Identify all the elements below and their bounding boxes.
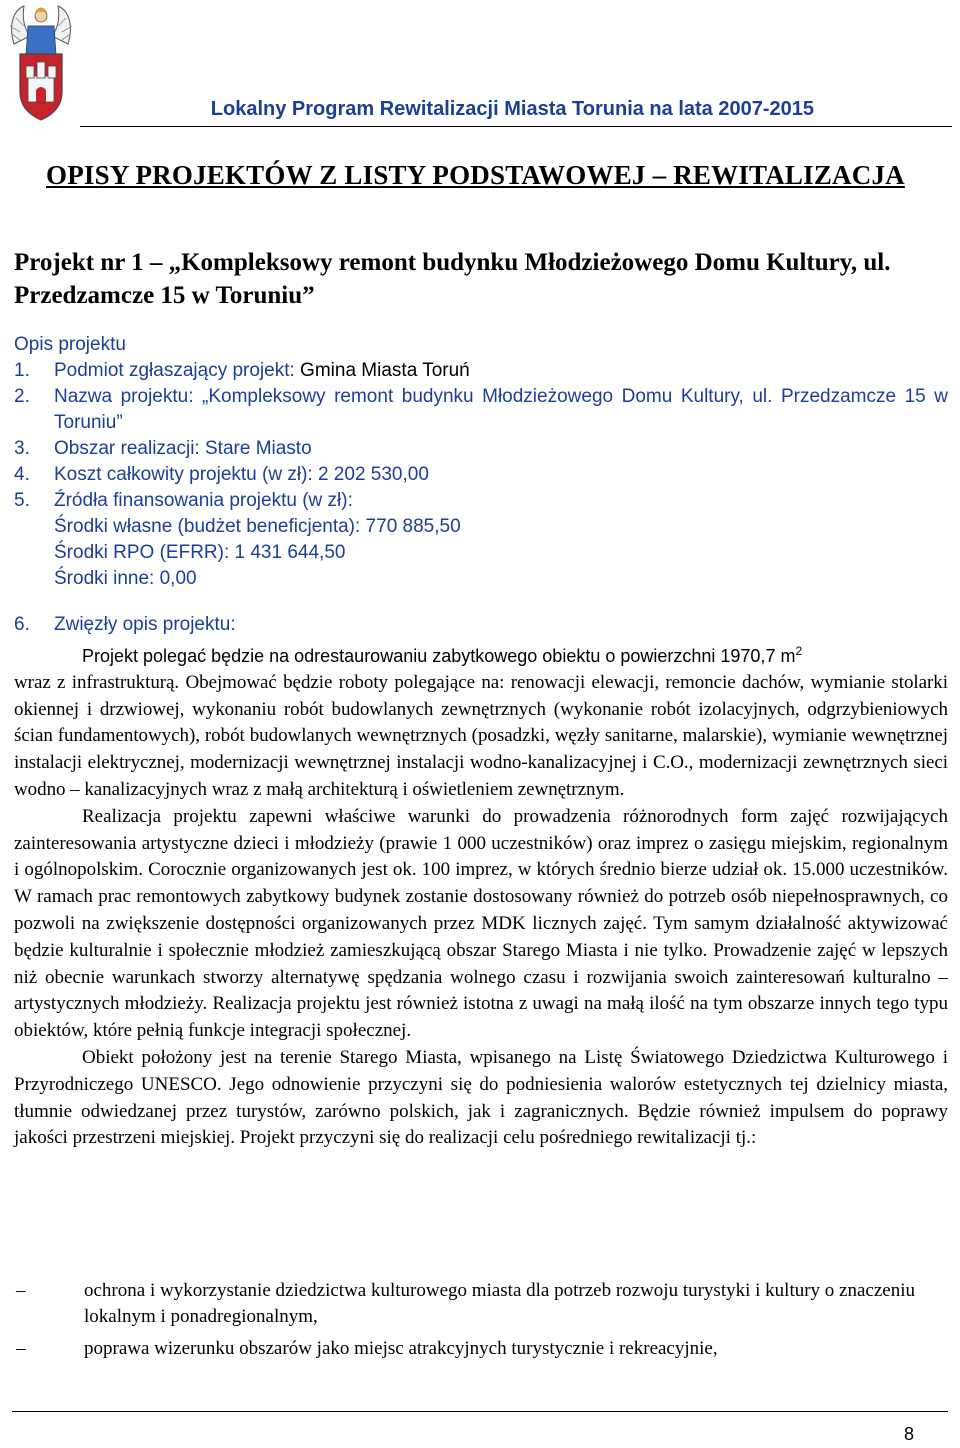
- description-line: Projekt polegać będzie na odrestaurowaniu zabytkowego obiektu o powierzchni 1970,7 m: [82, 646, 796, 666]
- list-item: [14, 1336, 948, 1362]
- bullet-text: poprawa wizerunku obszarów jako miejsc atrakcyjnych turystycznie i rekreacyjnie,: [84, 1338, 718, 1359]
- item-label: Obszar realizacji:: [54, 438, 200, 459]
- bullet-text: ochrona i wykorzystanie dziedzictwa kulturowego miasta dla potrzeb rozwoju turystyki i kultury o znaczeniu lokalnym i ponadregionalnym,: [84, 1280, 915, 1327]
- item-value: „Kompleksowy remont budynku Młodzieżowego Domu Kultury, ul. Przedzamcze 15 w Toruniu”: [54, 386, 948, 433]
- item-number: 5.: [14, 490, 30, 511]
- list-item: [14, 358, 948, 384]
- page-title: OPISY PROJEKTÓW Z LISTY PODSTAWOWEJ – REWITALIZACJA: [46, 160, 905, 190]
- list-item: [14, 488, 948, 514]
- superscript: 2: [795, 644, 803, 658]
- list-item: [14, 462, 948, 488]
- project-title: Projekt nr 1 – „Kompleksowy remont budynku Młodzieżowego Domu Kultury, ul. Przedzamcze 15 w Toruniu”: [14, 249, 891, 309]
- item-number: 3.: [14, 438, 30, 459]
- item-number: 4.: [14, 464, 30, 485]
- document-running-title: Lokalny Program Rewitalizacji Miasta Torunia na lata 2007-2015: [210, 98, 814, 120]
- item-number: 2.: [14, 386, 30, 407]
- page-number: 8: [903, 1424, 914, 1444]
- item-text: [54, 384, 948, 436]
- item-value: (w zł):: [296, 490, 353, 511]
- item-label: Zwięzły opis projektu:: [54, 614, 236, 635]
- description-text: wraz z infrastrukturą. Obejmować będzie roboty polegające na: renowacji elewacji, remoncie dachów, wymianie stolarki okiennej i drzwiowej, wykonaniu robót budowlanych zewnętrznych (wykonanie robót izolacyjnych, odgrzybieniowych ścian fundamentowych), robót budowlanych wewnętrznych (posadzki, węzły sanitarne, malarskie), wymianie wewnętrznej instalacji elektrycznej, modernizacji wewnętrznej instalacji wodno-kanalizacyjnej i C.O., modernizacji zewnętrznych sieci wodno – kanalizacyjnych wraz z małą architekturą i oświetleniem zewnętrznym.: [14, 671, 948, 800]
- item-value-colon: :: [307, 464, 313, 485]
- description-paragraph-3: Obiekt położony jest na terenie Starego Miasta, wpisanego na Listę Światowego Dziedzictwa Kulturowego i Przyrodniczego UNESCO. Jego odnowienie przyczyni się do podniesienia walorów estetycznych tej dzielnicy miasta, tłumnie odwiedzanej przez turystów, zarówno polskich, jak i zagranicznych. Będzie również impulsem do poprawy jakości przestrzeni miejskiej. Projekt przyczyni się do realizacji celu pośredniego rewitalizacji tj.:: [14, 1046, 948, 1149]
- item-value: Stare Miasto: [199, 438, 312, 459]
- funding-rpo: Środki RPO (EFRR): 1 431 644,50: [54, 542, 346, 563]
- item-value: Gmina Miasta Toruń: [294, 360, 470, 381]
- section-label: Opis projektu: [14, 334, 126, 355]
- bullet-dash: –: [16, 1280, 26, 1301]
- project-description: [14, 332, 948, 1152]
- description-paragraph-2: Realizacja projektu zapewni właściwe warunki do prowadzenia różnorodnych form zajęć rozwijających zainteresowania artystyczne dzieci i młodzieży (prawie 1 000 uczestników) oraz imprez o zasięgu miejskim, regionalnym i ogólnopolskim. Corocznie organizowanych jest ok. 100 imprez, w których średnio bierze udział ok. 15.000 uczestników. W ramach prac remontowych zabytkowy budynek zostanie dostosowany również do potrzeb osób niepełnosprawnych, co pozwoli na zwiększenie dostępności organizowanych przez MDK licznych zajęć. Tym samym działalność aktywizować będzie kulturalnie i społecznie młodzież zamieszkującą obszar Starego Miasta i nie tylko. Prowadzenie zajęć w lepszych niż obecnie warunkach stworzy alternatywę spędzania wolnego czasu i rozwijania swoich zainteresowań kulturalno – artystycznych młodzieży. Realizacja projektu jest również istotna z uwagi na małą ilość na tym obszarze innych tego typu obiektów, które pełnią funkcje integracji społecznej.: [14, 805, 948, 1042]
- item-number: 6.: [14, 614, 30, 635]
- footer-divider: [12, 1411, 948, 1412]
- bullet-dash: –: [16, 1338, 26, 1359]
- funding-other: Środki inne: 0,00: [54, 568, 197, 589]
- list-item: [14, 436, 948, 462]
- description-paragraph-1: [14, 638, 948, 804]
- item-label: Podmiot zgłaszający projekt:: [54, 360, 295, 381]
- item-label: Źródła finansowania projektu: [54, 490, 297, 511]
- list-item: [14, 384, 948, 436]
- item-label: Nazwa projektu:: [54, 386, 194, 407]
- funding-own: Środki własne (budżet beneficjenta): 770 885,50: [54, 516, 461, 537]
- item-value: 2 202 530,00: [312, 464, 429, 485]
- torun-coat-of-arms-icon: [8, 4, 74, 122]
- item-label: Koszt całkowity projektu: [54, 464, 257, 485]
- goal-list: [14, 1278, 948, 1368]
- item-value-unit: (w zł): [256, 464, 308, 485]
- list-item: [14, 1278, 948, 1330]
- list-item: [14, 612, 948, 638]
- item-number: 1.: [14, 360, 30, 381]
- page-header: [0, 0, 960, 130]
- header-divider: [80, 126, 952, 127]
